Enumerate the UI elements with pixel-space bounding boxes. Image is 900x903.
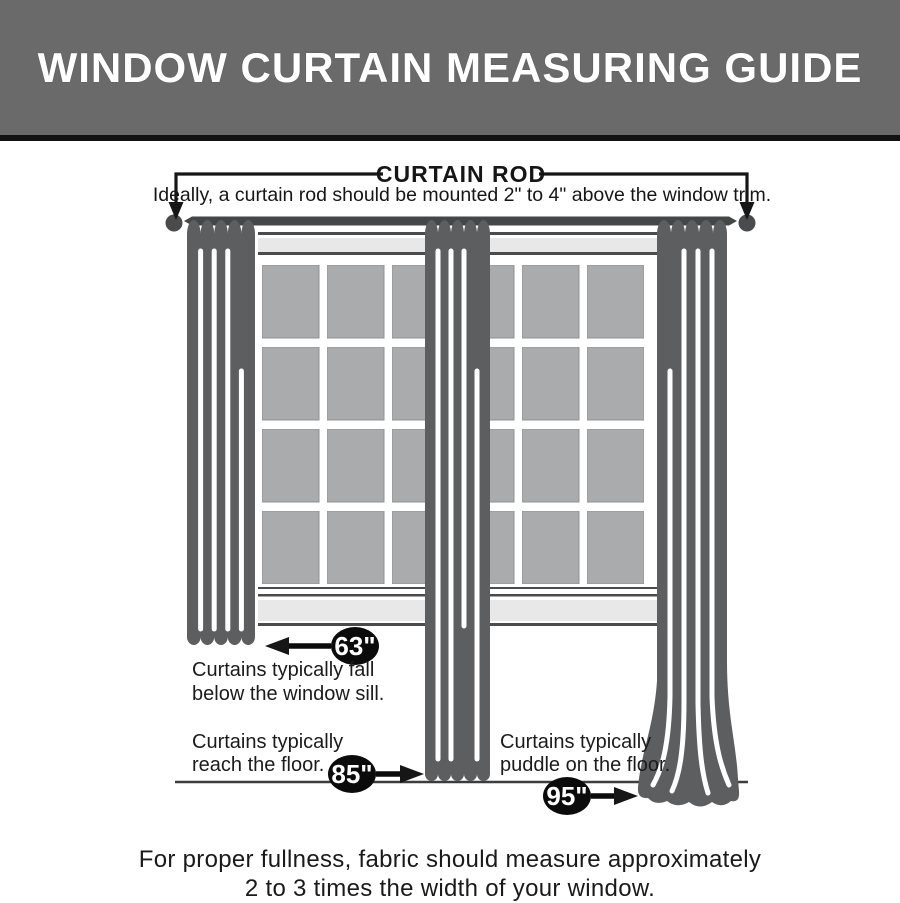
footer-line-1: For proper fullness, fabric should measure approximately (138, 846, 762, 873)
curtain-rod-bracket (153, 161, 771, 220)
center-curtain (425, 220, 490, 781)
left-arrow-icon (265, 637, 289, 655)
left-finial-icon (166, 215, 183, 232)
caption-63-line-2: below the window sill. (192, 683, 385, 705)
caption-85-line-2: reach the floor. (192, 754, 325, 776)
header-banner (0, 0, 900, 141)
caption-63-line-1: Curtains typically fall (192, 659, 375, 681)
left-curtain (187, 220, 255, 645)
measurement-value-85: 85" (331, 759, 373, 789)
right-arrow-icon (400, 765, 424, 783)
right-arrow-icon (614, 787, 638, 805)
caption-85-line-1: Curtains typically (192, 731, 344, 753)
right-curtain (638, 220, 739, 807)
measurement-95 (500, 731, 670, 815)
curtain-rod-label: CURTAIN ROD (375, 161, 547, 187)
caption-95-line-2: puddle on the floor. (500, 754, 671, 776)
page-title: WINDOW CURTAIN MEASURING GUIDE (37, 43, 863, 91)
footer-line-2: 2 to 3 times the width of your window. (244, 875, 656, 902)
footer-note (0, 841, 900, 903)
measurement-value-63: 63" (334, 631, 376, 661)
caption-95-line-1: Curtains typically (500, 731, 652, 753)
measurement-85 (192, 731, 424, 793)
measurement-value-95: 95" (546, 781, 588, 811)
rod-mounting-note: Ideally, a curtain rod should be mounted 2" to 4" above the window trim. (152, 184, 772, 206)
measuring-diagram (0, 141, 900, 841)
